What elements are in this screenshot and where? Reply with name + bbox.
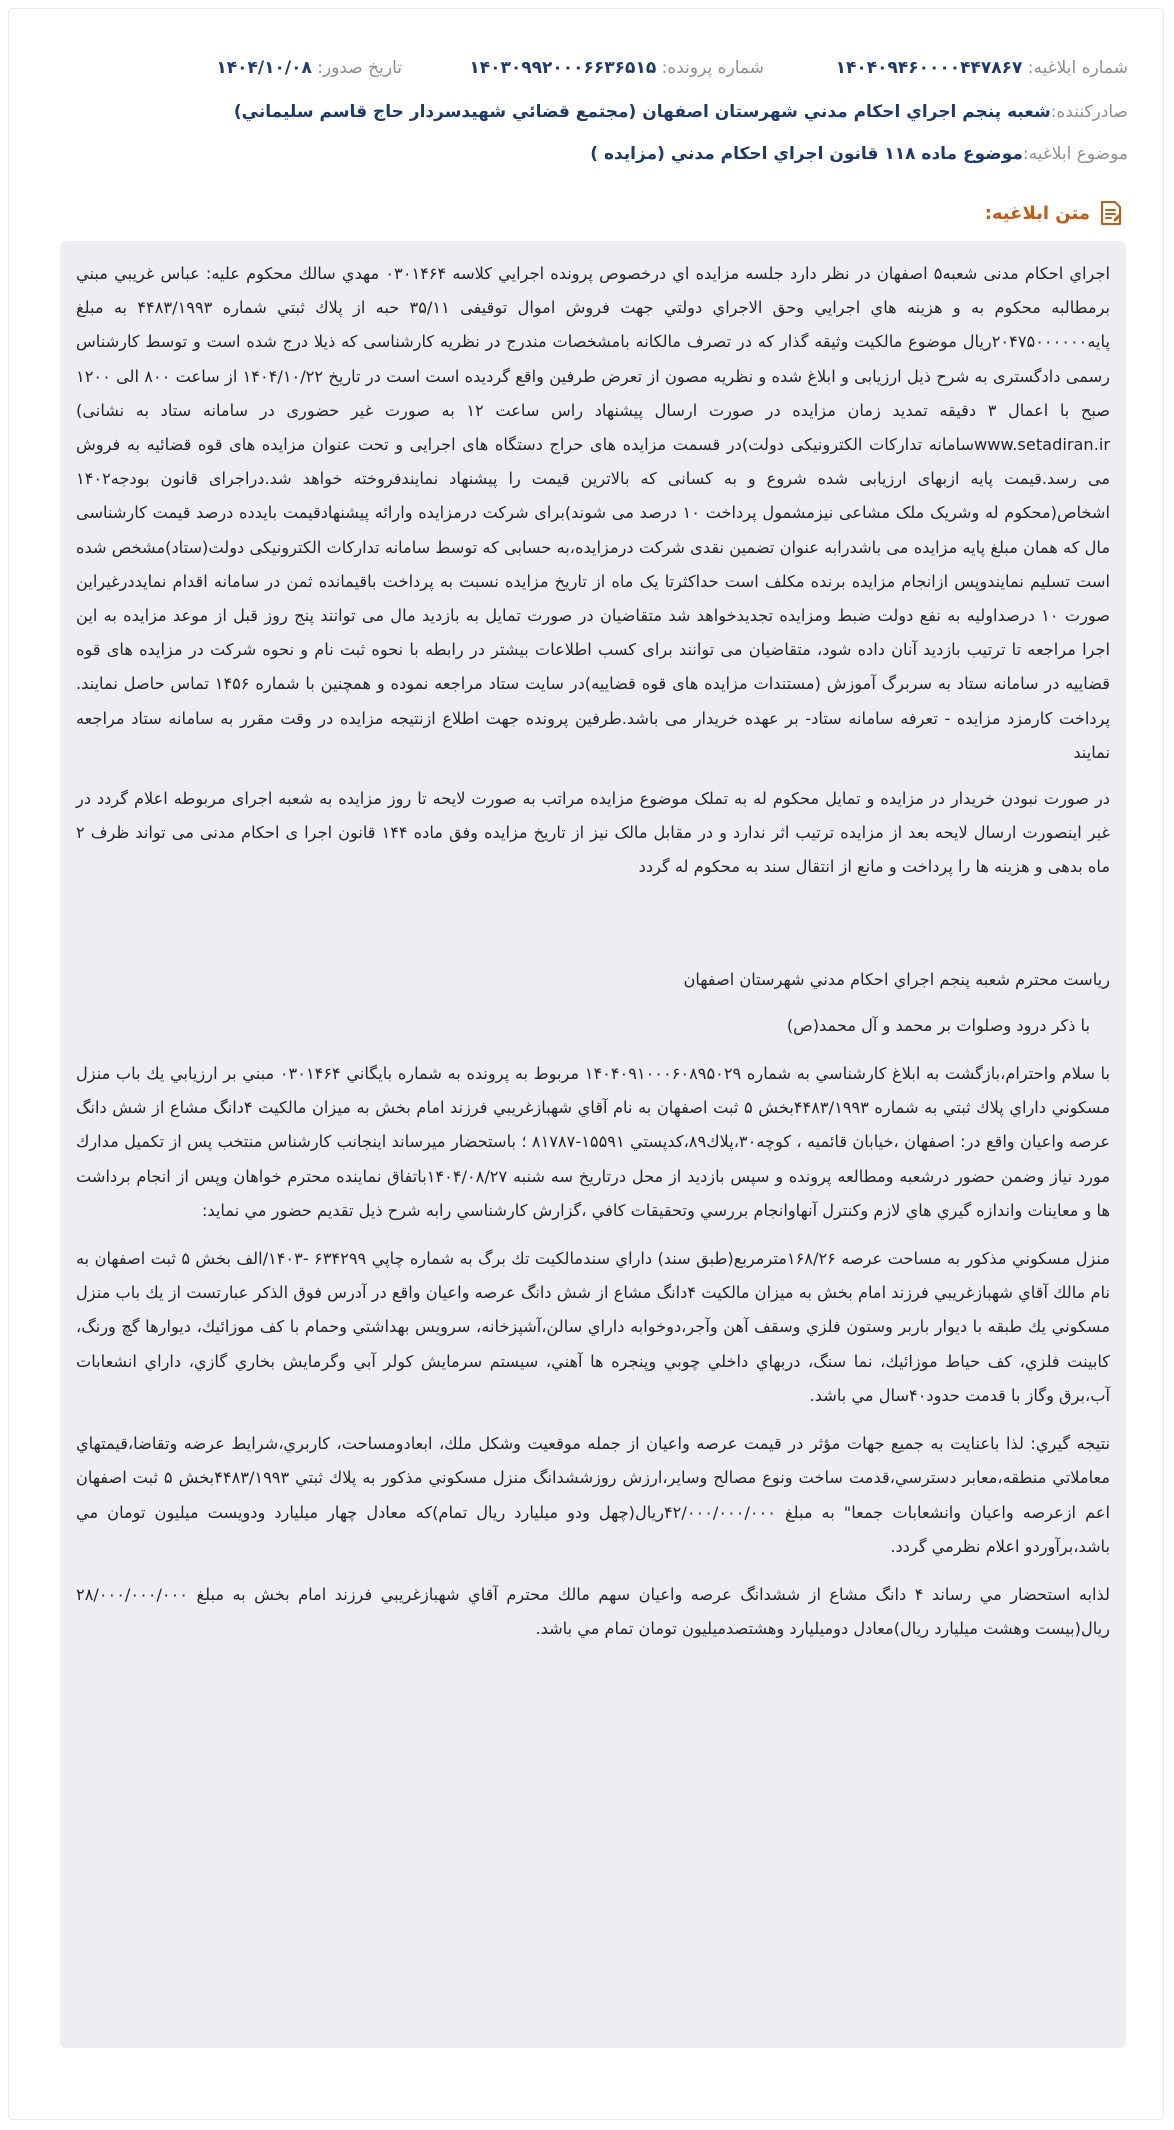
notice-text-title: متن ابلاغيه: — [984, 202, 1090, 224]
notice-body — [60, 241, 1126, 2048]
document-icon — [1098, 199, 1124, 227]
issuer-row — [46, 98, 1128, 126]
valuation-conclusion-paragraph: نتيجه گيري: لذا باعنايت به جميع جهات مؤثر در قيمت عرصه واعيان از جمله موقعيت وشكل ملك، ابعادومساحت، كاربري،شرايط عرضه وتقاضا،قيمتهاي معاملاتي منطقه،معابر دسترسي،قدمت ساخت ونوع مصالح وساير،ارزش روزششدانگ منزل مسكوني مذكور به پلاك ثبتي ۴۴۸۳/۱۹۹۳بخش ۵ ثبت اصفهان اعم ازعرصه واعيان وانشعابات جمعا" به مبلغ ۴۲/۰۰۰/۰۰۰/۰۰۰ريال(چهل ودو ميليارد ريال تمام)كه معادل چهار ميليارد ودويست ميليون تومان مي باشد،برآوردو اعلام نظرمي گردد. — [76, 1434, 1111, 1556]
property-description-paragraph: منزل مسكوني مذكور به مساحت عرصه ۱۶۸/۲۶مترمربع(طبق سند) داراي سندمالكيت تك برگ به شماره چاپي ۶۳۴۲۹۹ -۱۴۰۳/الف بخش ۵ ثبت اصفهان به نام مالك آقاي شهبازغريبي فرزند امام بخش به ميزان مالكيت ۴دانگ مشاع از شش دانگ عرصه واعيان واقع در آدرس فوق الذكر عبارتست از يك باب منزل مسكوني يك طبقه با ديوار باربر وستون فلزي وسقف آهن وآجر،دوخوابه داراي سالن،آشپزخانه، سرويس بهداشتي وحمام با كف موزائيك، ديوارها گچ ورنگ، كابينت فلزي، كف حياط موزائيك، نما سنگ، دربهاي داخلي چوبي وپنجره ها آهني، سيستم سرمايش كولر آبي وگرمايش بخاري گازي، داراي انشعابات آب،برق وگاز با قدمت حدود۴۰سال مي باشد. — [76, 1249, 1110, 1405]
share-valuation-paragraph: لذابه استحضار مي رساند ۴ دانگ مشاع از ششدانگ عرصه واعيان سهم مالك محترم آقاي شهبازغريبي فرزند امام بخش به مبلغ ۲۸/۰۰۰/۰۰۰/۰۰۰ ريال(بيست وهشت ميليارد ريال)معادل دوميليارد وهشتصدميليون تومان تمام مي باشد. — [76, 1584, 1110, 1639]
issuer-label: صادرکننده: — [1050, 102, 1128, 122]
notice-number-field — [836, 58, 1128, 78]
issuer-value: شعبه پنجم اجراي احکام مدني شهرستان اصفهان (مجتمع قضائي شهيدسردار حاج قاسم سليماني) — [233, 102, 1051, 122]
subject-row — [46, 140, 1128, 168]
issue-date-value: ۱۴۰۴/۱۰/۰۸ — [216, 58, 312, 78]
notice-text-heading — [985, 198, 1124, 228]
auction-announcement-paragraph: اجراي احکام مدنی شعبه۵ اصفهان در نظر دارد جلسه مزايده اي درخصوص پرونده اجرايي کلاسه ۰۳۰۱۴۶۴ مهدي سالك محکوم عليه: عباس غريبي مبني برمطالبه محکوم به و هزينه هاي اجرايي وحق الاجراي دولتي جهت فروش اموال توقيفی ۳۵/۱۱ حبه از پلاك ثبتي شماره ۴۴۸۳/۱۹۹۳ به مبلغ پايه۲۰۴۷۵۰۰۰۰۰۰ريال موضوع مالکيت وثيقه گذار که در تصرف مالکانه بامشخصات مندرج در نظريه کارشناسی که ذيلا درج شده است و توسط کارشناس رسمی دادگستری به شرح ذيل ارزيابی و ابلاغ شده و نظريه مصون از تعرض طرفين واقع گرديده است است در تاريخ ۱۴۰۴/۱۰/۲۲ از ساعت ۸۰۰ الی ۱۲۰۰ صبح با اعمال ۳ دقيقه تمديد زمان مزايده در صورت ارسال پيشنهاد راس ساعت ۱۲ به صورت غير حضوری در سامانه ستاد به نشانی) www.setadiran.irسامانه تدارکات الکترونيکی دولت)در قسمت مزايده های حراج دستگاه های اجرايی و تحت عنوان مزايده های قوه قضائيه به فروش می رسد.قيمت پايه ازبهای ارزيابی شده شروع و به کسانی که بالاترين قيمت را پيشنهاد نمايندفروخته خواهد شد.دراجرای قانون بودجه۱۴۰۲ اشخاص(محکوم له وشريک ملک مشاعی نيزمشمول پرداخت ۱۰ درصد می شوند)برای شرکت درمزايده وارائه پيشنهادقيمت بايدده درصد قيمت کارشناسی مال که همان مبلغ پايه مزايده می باشدرابه عنوان تضمين نقدی شرکت درمزايده،به حسابی که توسط سامانه تدارکات الکترونيکی دولت(ستاد)مشخص شده است تسليم نمايندوپس ازانجام مزايده برنده مکلف است حداکثرتا يک ماه از تاريخ مزايده نسبت به پرداخت باقيمانده ثمن در سامانه اقدام نمايددرغيراين صورت ۱۰ درصداوليه به نفع دولت ضبط ومزايده تجديدخواهد شد متقاضيان در صورت تمايل به بازديد مال می توانند پنج روز قبل از موعد مزايده به اين اجرا مراجعه تا ترتيب بازديد آنان داده شود، متقاضيان می توانند برای کسب اطلاعات بيشتر در رابطه با نحوه ثبت نام و نحوه شرکت در مزايده های قوه قضاييه در سامانه ستاد به سربرگ آموزش (مستندات مزايده های قوه قضاييه)در سايت ستاد مراجعه نموده و همچنين با شماره ۱۴۵۶ تماس حاصل نمايند. پرداخت کارمزد مزايده - تعرفه سامانه ستاد- بر عهده خريدار می باشد.طرفين پرونده جهت اطلاع ازنتيجه مزايده در وقت مقرر به سامانه ستاد مراجعه نمايند — [76, 264, 1111, 762]
report-intro-paragraph: با سلام واحترام،بازگشت به ابلاغ كارشناسي به شماره ۱۴۰۴۰۹۱۰۰۰۶۰۸۹۵۰۲۹ مربوط به پرونده به شماره بايگاني ۰۳۰۱۴۶۴ مبني بر ارزيابي يك باب منزل مسكوني داراي پلاك ثبتي به شماره ۴۴۸۳/۱۹۹۳بخش ۵ ثبت اصفهان به نام آقاي شهبازغريبي فرزند امام بخش به ميزان مالكيت ۴دانگ مشاع از شش دانگ عرصه واعيان واقع در: اصفهان ،خيابان قائميه ، كوچه۳۰،پلاك۸۹،كدپستي ۱۵۵۹۱-۸۱۷۸۷ ؛ باستحضار ميرساند اينجانب كارشناس منتخب پس از تكميل مدارك مورد نياز وضمن حضور درشعبه ومطالعه پرونده و سپس بازديد از محل درتاريخ سه شنبه ۱۴۰۴/۰۸/۲۷باتفاق نماينده محترم خواهان وپس از انجام برداشت ها و معاينات واندازه گيري هاي لازم وكنترل آنهاوانجام بررسي وتحقيقات كافي ،گزارش كارشناسي رابه شرح ذيل تقديم حضور مي نمايد: — [76, 1064, 1110, 1220]
header-meta-row — [46, 54, 1128, 82]
report-greeting: با ذكر درود وصلوات بر محمد و آل محمد(ص) — [786, 1015, 1090, 1035]
case-number-value: ۱۴۰۳۰۹۹۲۰۰۰۶۶۳۶۵۱۵ — [469, 58, 657, 78]
notice-number-value: ۱۴۰۴۰۹۴۶۰۰۰۰۴۴۷۸۶۷ — [835, 58, 1023, 78]
issue-date-field — [216, 58, 402, 78]
case-number-label: شماره پرونده: — [661, 58, 764, 78]
report-addressee: رياست محترم شعبه پنجم اجراي احکام مدني شهرستان اصفهان — [683, 969, 1110, 989]
subject-value: موضوع ماده ۱۱۸ قانون اجراي احکام مدني (مزايده ) — [590, 144, 1023, 164]
notice-number-label: شماره ابلاغيه: — [1027, 58, 1128, 78]
issue-date-label: تاريخ صدور: — [317, 58, 402, 78]
subject-label: موضوع ابلاغيه: — [1022, 144, 1128, 164]
case-number-field — [469, 58, 764, 78]
no-buyer-paragraph: در صورت نبودن خريدار در مزايده و تمايل محکوم له به تملک موضوع مزايده مراتب به صورت لايحه تا روز مزايده به شعبه اجرای مربوطه اعلام گردد در غير اينصورت ارسال لايحه بعد از مزايده ترتيب اثر ندارد و در مقابل مالک نيز از تاريخ مزايده وفق ماده ۱۴۴ قانون اجرا ی احکام مدنی می تواند ظرف ۲ ماه بدهی و هزينه ها را پرداخت و مانع از انتقال سند به محکوم له گردد — [76, 789, 1111, 877]
